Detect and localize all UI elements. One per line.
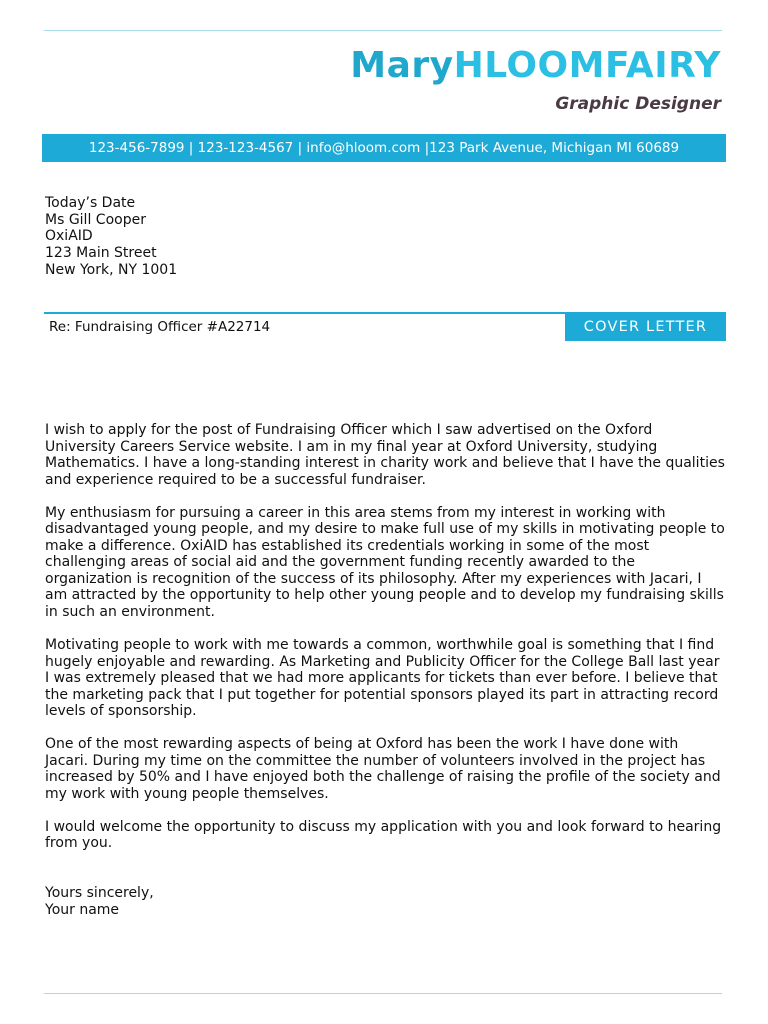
letter-body (45, 422, 725, 869)
first-name: Mary (350, 45, 454, 86)
body-paragraph: I wish to apply for the post of Fundraising Officer which I saw advertised on the Oxford University Careers Service website. I am in my final year at Oxford University, studying Mathematics. I have a long-standing interest in charity work and believe that I have the qualities and experience required to be a successful fundraiser. (45, 422, 725, 488)
top-divider (44, 30, 722, 31)
signature-name: Your name (45, 901, 120, 918)
subject-line: Re: Fundraising Officer #A22714 (49, 319, 271, 335)
body-paragraph: My enthusiasm for pursuing a career in this area stems from my interest in working with disadvantaged young people, and my desire to make full use of my skills in motivating people to make a difference. OxiAID has established its credentials working in some of the most challenging areas of social aid and the government funding recently awarded to the organization is recognition of the success of its philosophy. After my experiences with Jacari, I am attracted by the opportunity to help other young people and to develop my fundraising skills in such an environment. (45, 504, 725, 620)
recipient-address (45, 195, 177, 279)
body-paragraph: I would welcome the opportunity to discuss my application with you and look forward to hearing from you. (45, 818, 722, 852)
applicant-name (350, 44, 721, 88)
recipient-street: 123 Main Street (45, 245, 157, 262)
letter-closing (45, 885, 154, 918)
recipient-name: Ms Gill Cooper (45, 211, 146, 228)
recipient-company: OxiAID (45, 228, 93, 245)
body-paragraph: One of the most rewarding aspects of being at Oxford has been the work I have done with Jacari. During my time on the committee the number of volunteers involved in the project has increased by 50% and I have enjoyed both the challenge of raising the profile of the society and my work with young people themselves. (45, 736, 721, 802)
recipient-city: New York, NY 1001 (45, 261, 178, 278)
letter-date: Today’s Date (45, 195, 136, 211)
contact-bar: 123-456-7899 | 123-123-4567 | info@hloom.com |123 Park Avenue, Michigan MI 60689 (42, 134, 726, 162)
last-name: HLOOMFAIRY (453, 45, 721, 86)
closing-salutation: Yours sincerely, (45, 885, 154, 901)
cover-letter-badge: COVER LETTER (565, 313, 726, 341)
bottom-divider (44, 993, 722, 994)
job-title: Graphic Designer (555, 94, 721, 114)
body-paragraph: Motivating people to work with me towards a common, worthwhile goal is something that I find hugely enjoyable and rewarding. As Marketing and Publicity Officer for the College Ball last year I was extremely pleased that we had more applicants for tickets than ever before. I believe that the marketing pack that I put together for potential sponsors played its part in attracting record levels of sponsorship. (45, 637, 720, 720)
